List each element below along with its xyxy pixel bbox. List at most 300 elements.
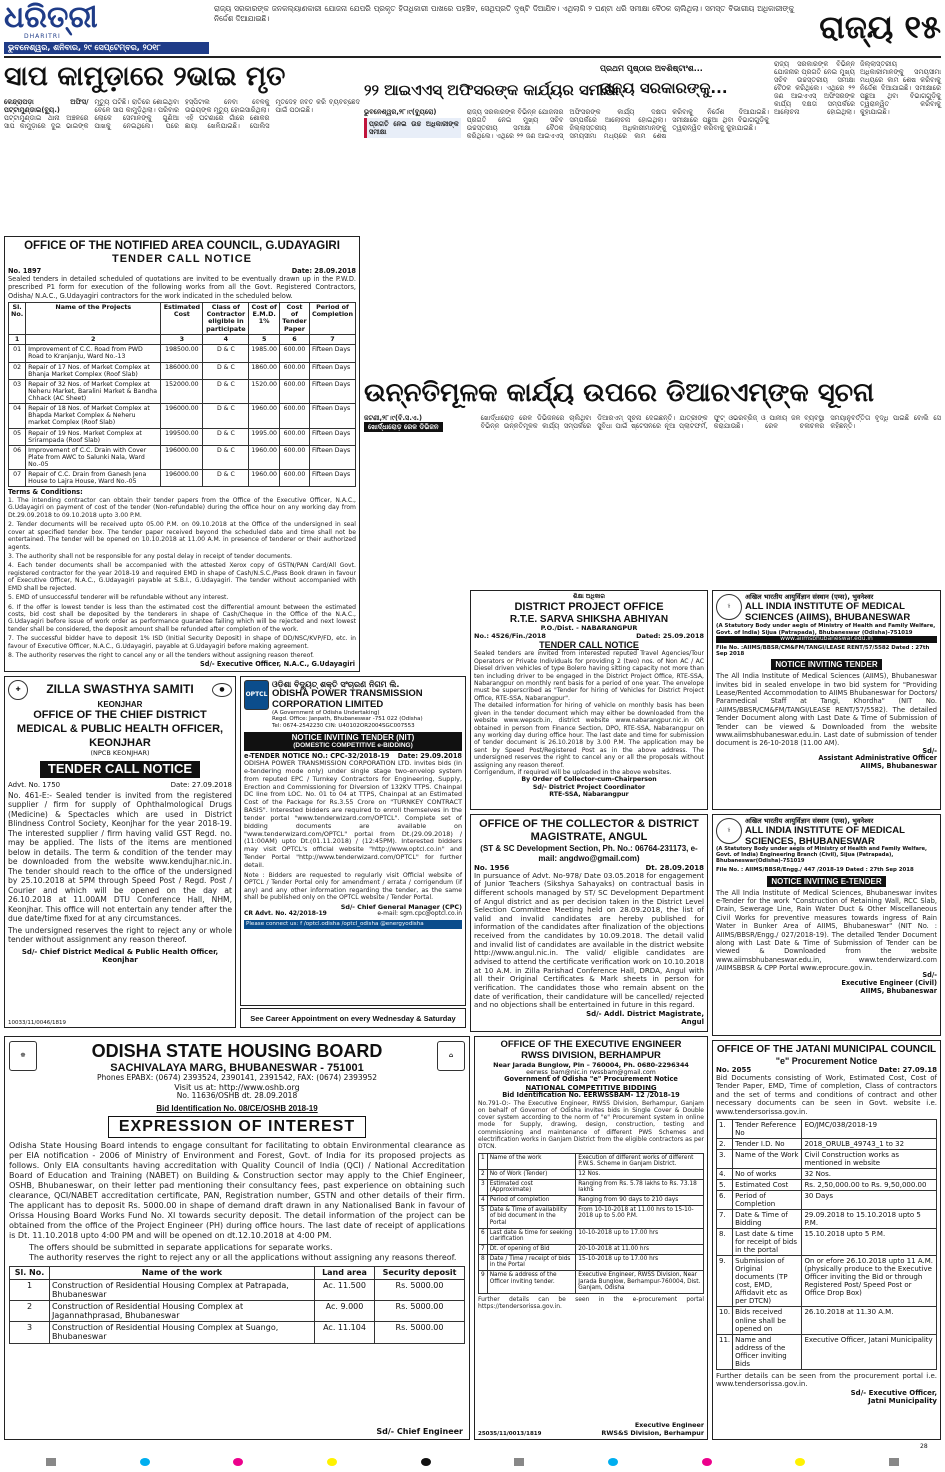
tender-nac-meta — [8, 268, 356, 276]
tender-nac-date: Date: 28.09.2018 — [291, 266, 356, 275]
tender-oshb-th: Name of the work — [50, 1267, 315, 1279]
tender-ssa-title1: DISTRICT PROJECT OFFICE — [514, 600, 664, 613]
tender-rwss-sign2: RWS&S Division, Berhampur — [601, 1428, 704, 1437]
table-row — [717, 1190, 937, 1209]
tender-zss-header — [8, 680, 232, 700]
tender-rwss — [474, 1036, 708, 1440]
color-swatch — [46, 1458, 56, 1466]
career-strip — [240, 1008, 466, 1028]
tender-aiims1-sign1: Sd/- — [922, 746, 937, 755]
table-cell: 02 — [9, 362, 26, 379]
table-cell: Dt. of opening of Bid — [487, 1244, 576, 1254]
table-cell: 1520.00 — [249, 379, 280, 403]
table-cell: Name and address of the Officer inviting Bids — [733, 1334, 802, 1369]
table-cell: 1 — [10, 1279, 50, 1300]
tender-rwss-title2: RWSS DIVISION, BERHAMPUR — [521, 1049, 661, 1061]
table-row — [717, 1138, 937, 1149]
story-drm — [364, 376, 941, 586]
tender-zss-body2: The undersigned reserves the right to reject any or whole tender without assignment any reason thereof. — [8, 925, 232, 945]
tender-nac-term: 1. The intending contractor can obtain their tender papers from the Office of the Executive Officer, N.A.C., G.Udayagiri on payment of cost of the tender (Non-refundable) during the office hour on any working day from Dt.29.09.2018 to 09.10.2018 upto 3.00 P.M. — [8, 497, 356, 519]
tender-optcl-org-block — [272, 680, 462, 729]
tender-oshb-header — [9, 1041, 465, 1101]
tender-aiims2-sub: (A Statutory Body under aegis of Ministry of Health and Family Welfare, Govt. of India) Engineering Branch (Civil), Sijua (Patrapada), Bhubaneswar(Odisha)-751019 — [716, 846, 928, 865]
tender-rwss-foot: Further details can be seen in the e-procurement portal https://tendersorissa.gov.in. — [478, 1295, 704, 1311]
table-row — [9, 345, 356, 362]
tender-ssa-title3: P.O./Dist. - NABARANGPUR — [540, 624, 638, 633]
tender-zss-title2: KEONJHAR — [97, 700, 143, 709]
table-cell: 8 — [479, 1254, 488, 1270]
table-cell: Fifteen Days — [309, 428, 355, 445]
table-cell: Execution of different works of different P.W.S. Scheme in Ganjam District. — [576, 1153, 704, 1169]
tender-aiims1-badge-wrap — [716, 659, 937, 670]
tender-aiims1-badge: NOTICE INVITING TENDER — [771, 659, 881, 670]
tender-ssa-title2: R.T.E. SARVA SHIKSHA ABHIYAN — [509, 613, 669, 625]
story-snake-headline: ସାପ କାମୁଡ଼ାରେ ୨ଭାଇ ମୃତ — [4, 61, 286, 92]
tender-rwss-title1: OFFICE OF THE EXECUTIVE ENGINEER — [500, 1039, 682, 1050]
table-cell: Last date & time for seeking clarification — [487, 1228, 576, 1244]
table-cell: Repair of 18 Nos. of Market Complex at Bhapda Market Complex & Neheru market Complex (Roof Slab) — [26, 404, 161, 428]
table-cell: Construction of Residential Housing Complex at Jagannathprasad, Bhubaneswar — [50, 1300, 315, 1321]
tender-angul-no: No. 1956 — [474, 863, 510, 872]
tender-aiims2-sign3: AIIMS, Bhubaneswar — [860, 986, 937, 995]
tender-optcl-body: ODISHA POWER TRANSMISSION CORPORATION LTD. invites bids (in e-tendering mode only) under single stage two-envelop system from reputed EPC / Turnkey Contractors for Engineering, Supply, Erection and Commissioning for Diversion of 132KV TTPS. Chainpal DC line from LOC. No. 01 to 04 at TTPS, Chainpal at an Estimated Cost of the Package for Rs.3.55 Crore on "TURNKEY CONTRACT BASIS". Interested bidders are required to enroll themselves in the tender portal "www.tenderwizard.com/OPTCL". Complete set of bidding documents are available on "www.tenderwizard.com/OPTCL" portal from Dt.(29.09.2018) / (11:00AM) upto Dt.(01.11.2018) / (12:45PM). Interested bidders may visit OPTCL's official website "http://www.optcl.co.in" and Tender Portal "http://www.tenderwizard.com/OPTCL" for further detail. — [244, 759, 462, 869]
tender-nac-terms — [8, 497, 356, 659]
table-cell: 600.00 — [279, 345, 309, 362]
table-cell: 600.00 — [279, 404, 309, 428]
dateline-bar: ଭୁବନେଶ୍ୱର, ଶନିବାର, ୨୯ ସେପ୍ଟେମ୍ବର, ୨୦୧୮ — [4, 42, 209, 54]
table-cell: 06 — [9, 445, 26, 469]
table-cell: Name of the work — [487, 1153, 576, 1169]
table-cell: 12 Nos. — [576, 1170, 704, 1180]
tender-jatani-table — [716, 1119, 937, 1370]
tender-nac-header-row — [9, 302, 356, 334]
table-row — [717, 1209, 937, 1228]
table-cell: 9 — [479, 1270, 488, 1293]
table-cell: 1985.00 — [249, 345, 280, 362]
tender-aiims1-header — [716, 594, 937, 623]
story-drm-body: ଖୋର୍ଦ୍ଧାରୋଡ଼ ରେଳ ଡିଭିଜନରେ ଚାଲିଥିବା ବିଭିନ୍ନ ଉନ୍ନତିମୂଳକ କାର୍ଯ୍ୟ ସମ୍ପର୍କରେ ଡିଆରଏମ୍ ସୂଚନା ଦେଇଛନ୍ତି। ଯାତ୍ରୀଙ୍କ ସୁବିଧା ପାଇଁ ଷ୍ଟେସନରେ ନୂଆ ପ୍ଲାଟଫର୍ମ, ଫୁଟ୍ ଓଭରବ୍ରିଜ୍ ଓ ପାନୀୟ ଜଳ ବ୍ୟବସ୍ଥା କରାଯାଉଛି। ରେଳ ଚଳାଚଳର ସମୟାନୁବର୍ତ୍ତିତା ବୃଦ୍ଧି ପାଇଛି ବୋଲି ସେ କହିଛନ୍ତି। — [480, 414, 941, 431]
tender-jatani-sign1: Sd/- Executive Officer, — [850, 1388, 937, 1397]
tender-zss-code: 10033/11/0046/1819 — [8, 1019, 67, 1026]
table-cell: 30 Days — [802, 1190, 937, 1209]
color-swatch — [795, 1458, 805, 1466]
story-snake-body-wrap — [4, 98, 360, 226]
tender-nac-th-num: 1 — [9, 334, 26, 344]
tender-jatani-rows — [717, 1119, 937, 1369]
story-drm-dateline: ଜଟଣୀ,୨୮।୯(ବି.ସ.ଏ.) — [364, 414, 422, 422]
tender-oshb-visit: Visit us at: http://www.oshb.org — [174, 1082, 300, 1092]
tender-aiims2-sign1: Sd/- — [922, 971, 937, 980]
tender-zss-title4: (NPCB KEONJHAR) — [90, 749, 150, 758]
table-cell: Improvement of C.C. Drain with Cover Plate from AWC to Salunki Nala, Ward No.-05 — [26, 445, 161, 469]
tender-oshb — [4, 1036, 470, 1440]
table-row — [717, 1119, 937, 1138]
table-cell: 1960.00 — [249, 445, 280, 469]
tender-oshb-body3: The authority reserves the right to reject any or all the applications without assigning any reasons thereof. — [29, 1253, 457, 1263]
tender-aiims2-header — [716, 818, 937, 847]
tender-aiims1-file: File No. :AIIMS/BBSR/CM&FM/TANGI/LEASE RENT/57/5582 Dated : 27th Sep 2018 — [716, 644, 930, 657]
table-row — [479, 1170, 704, 1180]
table-row — [717, 1168, 937, 1179]
tender-oshb-sign: Sd/- Chief Engineer — [376, 1426, 463, 1436]
tender-oshb-no: No. 11636/OSHB dt. 28.09.2018 — [176, 1091, 298, 1101]
table-cell: Name & address of the Officer inviting tender. — [487, 1270, 576, 1293]
tender-oshb-badge-wrap — [9, 1116, 465, 1138]
tender-optcl — [240, 676, 466, 1006]
tender-optcl-sign: Sd/- Chief General Manager (CPC) — [340, 902, 462, 911]
table-cell: Fifteen Days — [309, 404, 355, 428]
zss-logo-icon: ✚ — [8, 680, 28, 700]
story-ias-body-wrap — [364, 108, 769, 368]
tender-oshb-bid: Bid Identification No. 08/CE/OSHB 2018-19 — [156, 1103, 318, 1113]
tender-nac-gudayagiri — [4, 236, 360, 672]
table-cell: Date / Time / receipt of bids in the Portal — [487, 1254, 576, 1270]
table-cell: 5 — [479, 1205, 488, 1228]
table-cell: Executive Officer, Jatani Municipality — [802, 1334, 937, 1369]
tender-rwss-addr: Near Jarada Bunglow, Pin – 760004, Ph. 0680-2296344 — [493, 1060, 689, 1069]
table-row — [479, 1228, 704, 1244]
tender-zss-title3: OFFICE OF THE CHIEF DISTRICT MEDICAL & PUBLIC HEALTH OFFICER, KEONJHAR — [16, 709, 224, 749]
tender-zss-title1: ZILLA SWASTHYA SAMITI — [46, 682, 194, 697]
table-cell: 07 — [9, 470, 26, 487]
print-color-bar — [4, 1456, 941, 1468]
tender-optcl-badge2: (DOMESTIC COMPETITIVE e-BIDDING) — [293, 742, 413, 750]
table-cell: 5. — [717, 1179, 733, 1190]
tender-ssa-body1: Sealed tenders are invited from interested reputed Travel Agencies/Tour Operators or Private Individuals for providing 2 (two) nos. of Non AC / AC Diesel driven vehicles of type Bolero having sitting capacity not more than ten including driver to be engaged in the District Project Office, RTE-SSA, Nabarangpur on monthly rent basis for a period of one year. The envelope must be superscribed as "Tender for hiring of Vehicles for District Project Office, RTE-SSA, Nabarangpur". — [474, 650, 704, 702]
table-cell: Repair of C.C. Drain from Ganesh Jena House to Lajra House, Ward No.-05 — [26, 470, 161, 487]
tender-ssa-body3: Corrigendum, if required will be uploaded in the above websites. — [474, 769, 672, 777]
tender-nac-term: 3. The authority shall not be responsible for any postal delay in receipt of tender documents. — [8, 552, 293, 560]
logo-text: ଧରିତ୍ରୀ — [4, 0, 98, 35]
table-row — [717, 1179, 937, 1190]
tender-oshb-th: Security deposit — [375, 1267, 465, 1279]
eye-icon: ● — [212, 683, 232, 697]
table-cell: 1. — [717, 1119, 733, 1138]
tender-optcl-org: ODISHA POWER TRANSMISSION CORPORATION LIMITED — [272, 688, 423, 710]
tender-nac-terms-title: Terms & Conditions: — [8, 488, 83, 497]
tender-aiims1-title: ALL INDIA INSTITUTE OF MEDICAL SCIENCES (AIIMS), BHUBANESWAR — [745, 600, 911, 623]
optcl-logo-text: OPTCL — [245, 690, 268, 698]
tender-zss-date: Date: 27.09.2018 — [170, 780, 232, 789]
color-swatch — [889, 1458, 899, 1466]
table-row — [479, 1179, 704, 1195]
tender-rwss-code: 25035/11/0013/1819 — [478, 1430, 542, 1437]
table-cell: 04 — [9, 404, 26, 428]
table-cell: D & C — [203, 445, 249, 469]
table-cell: 196000.00 — [161, 470, 203, 487]
table-cell: D & C — [203, 379, 249, 403]
tender-nac-th-num: 3 — [161, 334, 203, 344]
tender-aiims2-hindi: अखिल भारतीय आयुर्विज्ञान संस्थान (एम्स), भुवनेश्वर — [745, 817, 874, 825]
table-cell: 198500.00 — [161, 345, 203, 362]
table-row — [479, 1270, 704, 1293]
tender-oshb-title: ODISHA STATE HOUSING BOARD — [91, 1041, 383, 1061]
tender-oshb-th: Land area — [315, 1267, 375, 1279]
table-row — [717, 1256, 937, 1307]
tender-aiims1-sub: (A Statutory Body under aegis of Ministry of Health and Family Welfare, Govt. of India) Sijua (Patrapada), Bhubaneswar (Odisha)-751019 — [716, 623, 936, 636]
tender-oshb-addr: SACHIVALAYA MARG, BHUBANESWAR - 751001 — [110, 1061, 364, 1074]
tender-aiims1-web: www.aiimsbhubaneswar.edu.in — [716, 636, 937, 643]
tender-jatani-title: OFFICE OF THE JATANI MUNICIPAL COUNCIL — [716, 1044, 937, 1055]
tender-angul-sign1: Sd/- Addl. District Magistrate, — [586, 1009, 704, 1018]
table-row — [9, 362, 356, 379]
table-cell: 2 — [479, 1170, 488, 1180]
table-row — [717, 1149, 937, 1168]
tender-nac-th-num: 4 — [203, 334, 249, 344]
tender-nac-title: OFFICE OF THE NOTIFIED AREA COUNCIL, G.UDAYAGIRI — [24, 240, 340, 252]
table-cell: 1 — [479, 1153, 488, 1169]
table-cell: 03 — [9, 379, 26, 403]
tender-optcl-connect: Please connect us: f /optcl.odisha /optcl_odisha @energyodisha — [244, 920, 462, 928]
table-cell: Rs. 2,50,000.00 to Rs. 9,50,000.00 — [802, 1179, 937, 1190]
tender-zss-badge-wrap — [8, 761, 232, 778]
table-row — [717, 1334, 937, 1369]
tender-aiims-lease — [712, 590, 941, 810]
table-cell: Fifteen Days — [309, 362, 355, 379]
table-row — [479, 1244, 704, 1254]
masthead-intro: ରାଜ୍ୟ ସରକାରଙ୍କ ଜନକଲ୍ୟାଣକାରୀ ଯୋଜନା ଯେପରି ପ୍ରକୃତ ହିତାଧିକାରୀ ପାଖରେ ପହଞ୍ଚିବ, ସେଥିପ୍ରତି ଦୃଷ୍ଟି ଦିଆଯିବ। ଏଥିଲାଗି ୨ ଘଣ୍ଟା ଧରି ସମୀକ୍ଷା ବୈଠକ ଚାଲିଥିଲା। ସମସ୍ତ ବିଭାଗୀୟ ଅଧିକାରୀଙ୍କୁ ନିର୍ଦ୍ଦେଶ ଦିଆଯାଇଛି। — [214, 4, 794, 23]
table-cell: 152000.00 — [161, 379, 203, 403]
table-cell: 10-10-2018 up to 17.00 hrs — [576, 1228, 704, 1244]
tender-oshb-phone: Phones EPABX: (0674) 2393524, 2390141, 2391542, FAX: (0674) 2393952 — [97, 1073, 377, 1083]
table-cell: 7. — [717, 1209, 733, 1228]
tender-ssa-body2: The detailed information for hiring of vehicle on monthly basis has been given in the tender document which may either be downloaded from the website www.wepscb.in, district website www.nabarangpur.nic.in OR obtained in person from Finance Section, DPO, RTE-SSA, Nabarangpur on any working day during office hour. The last date and time for submission of tender document is 26.10.2018 by 3.00 P.M. The application may be sent by Speed Post/Registered Post as in the above address. The undersigned reserves the right to cancel any or all the proposals without assigning any reason thereof. — [474, 702, 704, 769]
table-cell: Period of Completion — [733, 1190, 802, 1209]
story-drm-body-wrap — [364, 414, 941, 580]
story-snake-dateline: କେନ୍ଦ୍ରାପଡ଼ା ଅଫିସ/ ପଟ୍ଟାମୁଣ୍ଡାଇ(ବ୍ୟୁ.) — [4, 98, 89, 115]
table-row — [479, 1205, 704, 1228]
tender-nac-th: Cost of Tender Paper — [279, 302, 309, 334]
tender-rwss-bid: Bid Identification No. EERWSSBAM- 12 /2018-19 — [502, 1090, 680, 1099]
table-cell: 600.00 — [279, 428, 309, 445]
table-cell: Tender Reference No — [733, 1119, 802, 1138]
table-cell: Period of completion — [487, 1196, 576, 1206]
table-cell: 4. — [717, 1168, 733, 1179]
story-ias-dateline: ଭୁବନେଶ୍ୱର,୨୮।୯(ବ୍ୟୁରୋ) — [364, 108, 437, 116]
story-ias-highlight: ପ୍ରଗତି ନେଇ ଉଚ୍ଚ ଅଧିକାରୀଙ୍କ ସମୀକ୍ଷା — [364, 118, 461, 138]
table-row — [717, 1307, 937, 1334]
table-cell: 1960.00 — [249, 404, 280, 428]
table-cell: 3 — [10, 1322, 50, 1343]
tender-zss-sign: Sd/- Chief District Medical & Public Health Officer, Keonjhar — [21, 947, 219, 964]
table-cell: 2 — [10, 1300, 50, 1321]
table-row — [9, 404, 356, 428]
tender-nac-subtitle: TENDER CALL NOTICE — [111, 253, 253, 266]
color-swatch — [608, 1458, 618, 1466]
table-cell: Repair of 17 Nos. of Market Complex at Bhanja Market Complex (Roof Slab) — [26, 362, 161, 379]
tender-nac-term: 2. Tender documents will be received upto 05.00 P.M. on 09.10.2018 at the Office of the undersigned in seal cover at specified tender box. The tender paper received beyond the scheduled date and time shall not be entertained. The tender will be opened on 10.10.2018 at 11.00 A.M. in presence of tenderer or their authorized agents. — [8, 521, 356, 551]
tender-optcl-org-odia: ଓଡ଼ିଶା ବିଦ୍ୟୁତ୍ ଶକ୍ତି ସଂଚାରଣ ନିଗମ ଲି. — [272, 680, 400, 689]
table-cell: 3 — [479, 1179, 488, 1195]
story-ias-continued — [774, 60, 941, 372]
optcl-logo — [244, 680, 269, 710]
tender-optcl-ref: CR Advt. No. 42/2018-19 — [244, 910, 327, 918]
tender-optcl-foot — [244, 911, 462, 918]
aiims-logo-icon: ⚕ — [716, 818, 742, 844]
table-cell: Improvement of C.C. Road from PWD Road to Kranjanju, Ward No.-13 — [26, 345, 161, 362]
table-cell: D & C — [203, 404, 249, 428]
table-cell: Construction of Residential Housing Complex at Suango, Bhubaneswar — [50, 1322, 315, 1343]
tender-ssa-no: No.: 4526/Fin./2018 — [474, 631, 546, 640]
table-cell: D & C — [203, 470, 249, 487]
tender-ssa-logo: ଶିକ୍ଷା ଅଧିକାର — [573, 593, 605, 600]
tender-aiims2-head-block — [745, 818, 937, 847]
tender-optcl-addr: Regd. Office: Janpath, Bhubaneswar -751 022 (Odisha) — [272, 716, 423, 723]
tender-zss-advt: Advt. No. 1750 — [8, 780, 61, 789]
table-row — [10, 1322, 465, 1343]
table-row — [9, 445, 356, 469]
tender-jatani-date: Date: 27.09.18 — [878, 1065, 937, 1074]
table-row — [10, 1279, 465, 1300]
table-cell: 20-10-2018 at 11.00 hrs — [576, 1244, 704, 1254]
oshb-logo-icon: ⌂ — [437, 1041, 465, 1071]
tender-ssa-date: Dated: 25.09.2018 — [636, 631, 704, 640]
tender-nac-header-num-row — [9, 334, 356, 344]
tender-nac-intro: Sealed tenders in detailed scheduled of quotations are invited to be eventually drawn up in the P.W.D. prescribed P1 form for execution of the following works from all the Govt. Registered Contractors, Odisha/ N.A.C., G.Udayagiri contractors for the work indicated in the scheduled below. — [8, 275, 356, 300]
tender-nac-th: Name of the Projects — [26, 302, 161, 334]
table-cell: 196000.00 — [161, 445, 203, 469]
table-cell: Estimated Cost — [733, 1179, 802, 1190]
tender-nac-term: 4. Each tender documents shall be accompanied with the attested Xerox copy of GSTN/PAN Card/All Govt. registered contractor for the year 2018-19 and required EMD in shape of Cash/N.S.C./Pass Book drawn in favour of Executive Officer, N.A.C., G.Udayagiri payable at S.B.I., G.Udayagiri. The tender without accompanied with EMD shall be rejected. — [8, 562, 356, 592]
tender-aiims1-sign2: Assistant Administrative Officer — [818, 754, 937, 763]
table-cell: 15-10-2018 up to 17.00 hrs — [576, 1254, 704, 1270]
tender-rwss-sign-block — [601, 1422, 704, 1437]
table-cell: EO/JMC/038/2018-19 — [802, 1119, 937, 1138]
tender-rwss-gov: Government of Odisha "e" Procurement Notice — [504, 1075, 678, 1084]
table-cell: 11. — [717, 1334, 733, 1369]
table-row — [9, 470, 356, 487]
tender-ssa-meta — [474, 633, 704, 640]
table-cell: 15.10.2018 upto 5 P.M. — [802, 1229, 937, 1256]
tender-oshb-table — [9, 1266, 465, 1343]
table-cell: Tender I.D. No — [733, 1138, 802, 1149]
tender-aiims2-body: The All India Institute of Medical Sciences, Bhubaneswar invites e-Tender for the work "Construction of Retaining Wall, RCC Slab, Drain, Sewerage Line, Rain Water Duct & Other Miscellaneous Civil Works for preventive measures towards ingress of Rain Water in Bunker Area of AIIMS, Bhubaneswar" (NIT No. : AIIMS/BBSR/Engg./ 027/2018-19). The detailed Tender Document along with Last Date & Time of Submission of Tender can be viewed & Downloaded from the website www.aiimsbhubaneswar.edu.in, www.tenderwizard.com /AIIMSBBSR & CPP Portal www.eprocure.gov.in. — [716, 888, 937, 973]
tender-oshb-badge: EXPRESSION OF INTEREST — [108, 1116, 366, 1138]
story-drm-highlight: ଖୋର୍ଦ୍ଧାରୋଡ଼ ରେଳ ଡିଭିଜନ — [364, 422, 443, 432]
story-drm-headline: ଉନ୍ନତିମୂଳକ କାର୍ଯ୍ୟ ଉପରେ ଡିଆରଏମ୍‌ଙ୍କ ସୂଚନା — [364, 378, 875, 408]
table-cell: 6 — [479, 1228, 488, 1244]
table-cell: Rs. 5000.00 — [375, 1300, 465, 1321]
tender-nac-th-num: 5 — [249, 334, 280, 344]
tender-jatani-foot: Further details can be seen from the procurement portal i.e. www.tendersorissa.gov.in. — [716, 1371, 937, 1389]
table-cell: 8. — [717, 1229, 733, 1256]
table-cell: 4 — [479, 1196, 488, 1206]
tender-aiims2-file: File No. : AIIMS/BBSR/Engg./ 447 /2018-19 Dated : 27th Sep 2018 — [716, 867, 914, 874]
tender-angul-body: In pursuance of Advt. No-978/ Date 03.05.2018 for engagement of Junior Teachers (Sikshya Sahayaks) on contractual basis in different schools managed by ST/ SC Development Department of Angul district and as per decision taken in the District Level Selection Committee Meeting held on 28.09.2018, the list of valid and invalid candidates are hereby published for information of the candidates after finalization of the objections received from the candidates by 10.09.2018. The detail valid and invalid list of candidates are available in the district website http://www.angul.nic.in. The valid/ eligible candidates are advised to attend the certificate verification work on 10.10.2018 at 10 A.M. in Zilla Parishad Conference Hall, DRDA, Angul with all their Original Certificates & Mark sheets in person for verification. The candidates those who remain absent on the date of verification, their candidature will be cancelled/ rejected and no objections shall be entertained in future in this regard. — [474, 870, 704, 1010]
tender-angul-sign2: Angul — [681, 1017, 704, 1026]
table-cell: 05 — [9, 428, 26, 445]
table-cell: D & C — [203, 345, 249, 362]
tender-optcl-date: Date: 29.09.2018 — [397, 751, 462, 760]
tender-nac-term: 7. The successful bidder have to deposit 1% ISD (Initial Security Deposit) in shape of DD/NSC/KVP/FD, etc. in favour of Executive Officer, N.A.C., G.Udayagiri, payable at G.Udayagiri before making agreement. — [8, 635, 356, 650]
tender-zss-body1: No. 461-E:- Sealed tender is invited from the registered supplier / firm for supply of Ophthalmological Drugs (Medicine) & Spectacles which are used in District Blindness Control Society, Keonjhar for the year 2018-19. The interested supplier / firm having valid GST Regd. no. may be applied. The lists of the items are mentioned below in details. The term & condition of the tender may be downloaded from the website www.kendujhar.nic.in. The tender should reach to the office of the undersigned by 25.10.2018 at 5PM through Speed Post / Regd. Post / Courier and which will be opened on the day at 26.10.2018 at 11.00AM DTU Conference Hall, NHM, Keonjhar. This office will not entertain any tender after the due date/time fixed for at any circumstances. — [8, 790, 232, 924]
table-cell: Ranging from Rs. 5.78 lakhs to Rs. 73.18 lakhs — [576, 1179, 704, 1195]
table-cell: No of works — [733, 1168, 802, 1179]
tender-nac-th: Class of Contractor eligible in participate — [203, 302, 249, 334]
story-ias-kicker: ପ୍ରଥମ ପୃଷ୍ଠାର ଅବଶିଷ୍ଟାଂଶ... — [600, 64, 703, 73]
table-cell: 600.00 — [279, 379, 309, 403]
tender-optcl-note: Note : Bidders are requested to regularly visit Official website of OPTCL / Tender Portal only for amendment / errata / corrigendum (if any) and any other information regarding the tender, as the same shall be published only on the OPTCL website / Tender Portal. — [244, 871, 462, 902]
tender-angul — [470, 814, 708, 1032]
story-ias-body: ରାଜ୍ୟ ସରକାରଙ୍କ ବିଭିନ୍ନ ଯୋଜନାର ପ୍ରଗତି ନେଇ ମୁଖ୍ୟ ସଚିବ ଉଚ୍ଚସ୍ତରୀୟ ସମୀକ୍ଷା ବୈଠକ କରିଥିଲେ। ଏଥିରେ ୨୨ ଜଣ ଆଇଏଏସ୍ ଅଫିସରଙ୍କ କାର୍ଯ୍ୟ ଦକ୍ଷତା ସମ୍ପର୍କରେ ଆଲୋଚନା ହୋଇଥିଲା। ଜିଲ୍ଲାସ୍ତରୀୟ ଅଧିକାରୀମାନଙ୍କୁ ସମୟସୀମା ମଧ୍ୟରେ କାମ ଶେଷ କରିବାକୁ ନିର୍ଦ୍ଦେଶ ଦିଆଯାଇଛି। ସମୀକ୍ଷାରେ ପଛୁଆ ଥିବା ବିଭାଗଗୁଡ଼ିକୁ ତ୍ୱରାନ୍ୱିତ କରିବାକୁ କୁହାଯାଇଛି। — [466, 108, 769, 141]
table-cell: Civil Construction works as mentioned in website — [802, 1149, 937, 1168]
tender-aiims2-badge: NOTICE INVITING E-TENDER — [767, 876, 885, 887]
tender-rwss-email: eerwss_bam@nic.in rwssbam@gmail.com — [526, 1069, 656, 1077]
tender-jatani-sub: "e" Procurement Notice — [775, 1055, 878, 1066]
story-ias-headline: ୨୨ ଆଇଏଏସ୍ ଅଫିସରଙ୍କ କାର୍ଯ୍ୟର ସମୀକ୍ଷା — [364, 81, 619, 99]
table-cell: Ranging from 90 days to 210 days — [576, 1196, 704, 1206]
table-cell: 600.00 — [279, 470, 309, 487]
tender-nac-th: Sl. No. — [9, 302, 26, 334]
section-label: ରାଜ୍ୟ ୧୫ — [819, 8, 941, 46]
table-cell: Executive Engineer, RWSS Division, Near Jarada Bunglow, Berhampur-760004, Dist. Ganjam, Odisha — [576, 1270, 704, 1293]
table-cell: Fifteen Days — [309, 445, 355, 469]
tender-aiims2-title: ALL INDIA INSTITUTE OF MEDICAL SCIENCES, BHUBANESWAR — [745, 824, 905, 847]
table-cell: Name of the Work — [733, 1149, 802, 1168]
tender-aiims1-head-block — [745, 594, 937, 623]
tender-oshb-rows — [10, 1279, 465, 1343]
tender-rwss-table — [478, 1153, 704, 1294]
table-cell: 26.10.2018 at 11.30 A.M. — [802, 1307, 937, 1334]
table-cell: 10. — [717, 1307, 733, 1334]
table-cell: Last date & time for receipt of bids in the portal — [733, 1229, 802, 1256]
tender-optcl-header — [244, 680, 462, 729]
tender-nac-rows — [9, 345, 356, 487]
table-cell: 196000.00 — [161, 404, 203, 428]
tender-jatani-body: Bid Documents consisting of Work, Estimated Cost, Cost of Tender Paper, EMD, Time of completion, Class of contractors and the set of terms and conditions of contract and other necessary documents can be seen in Govt. website i.e. www.tendersorissa.gov.in. — [716, 1073, 937, 1117]
tender-aiims1-hindi: अखिल भारतीय आयुर्विज्ञान संस्थान (एम्स), भुवनेश्वर — [745, 593, 874, 601]
table-row — [9, 379, 356, 403]
color-swatch — [140, 1458, 150, 1466]
tender-angul-title1: OFFICE OF THE COLLECTOR & DISTRICT MAGISTRATE, ANGUL — [479, 818, 699, 844]
table-cell: 199500.00 — [161, 428, 203, 445]
tender-nac-th: Period of Completion — [309, 302, 355, 334]
tender-zss-meta — [8, 781, 232, 789]
table-cell: 600.00 — [279, 445, 309, 469]
table-cell: 6. — [717, 1190, 733, 1209]
table-cell: Repair of 32 Nos. of Market Complex at Neheru Market, Baralini Market & Bandha Chhack (AC Sheet) — [26, 379, 161, 403]
table-cell: From 10-10-2018 at 11.00 hrs to 15-10-2018 up to 5.00 P.M. — [576, 1205, 704, 1228]
tender-optcl-sub: (A Government of Odisha Undertaking) — [272, 710, 380, 717]
table-row — [10, 1300, 465, 1321]
tender-rwss-ncb: NATIONAL COMPETITIVE BIDDING — [525, 1083, 657, 1092]
tender-aiims1-sign3: AIIMS, Bhubaneswar — [860, 761, 937, 770]
govt-emblem-icon: ☸ — [9, 1041, 37, 1071]
tender-ssa-sign3: RTE-SSA, Nabarangpur — [549, 790, 629, 798]
tender-nac-th: Estimated Cost — [161, 302, 203, 334]
table-cell: 7 — [479, 1244, 488, 1254]
table-cell: 600.00 — [279, 362, 309, 379]
tender-jatani — [712, 1040, 941, 1440]
story-ias — [364, 60, 769, 372]
story-ias-kicker-head: ରାଜ୍ୟ ସରକାରଙ୍କୁ... — [600, 79, 728, 97]
tender-ssa-badge: TENDER CALL NOTICE — [539, 639, 639, 650]
tender-ssa-nabarangpur — [470, 590, 708, 810]
newspaper-logo — [4, 2, 114, 42]
masthead-rule — [4, 56, 941, 58]
tender-nac-th-num: 6 — [279, 334, 309, 344]
color-swatch — [514, 1458, 524, 1466]
tender-nac-th-num: 7 — [309, 334, 355, 344]
table-row — [717, 1229, 937, 1256]
tender-nac-term: 5. EMD of unsuccessful tenderer will be refundable without any interest. — [8, 594, 229, 602]
tender-angul-date: Dt. 28.09.2018 — [645, 863, 704, 872]
table-row — [479, 1153, 704, 1169]
table-cell: Ac. 9.000 — [315, 1300, 375, 1321]
table-cell: Submission of Original documents (TP cost, EMD, Affidavit etc as per DTCN) — [733, 1256, 802, 1307]
tender-nac-th: Cost of E.M.D. 1% — [249, 302, 280, 334]
table-cell: Repair of 19 Nos. Market Complex at Srirampada (Roof Slab) — [26, 428, 161, 445]
